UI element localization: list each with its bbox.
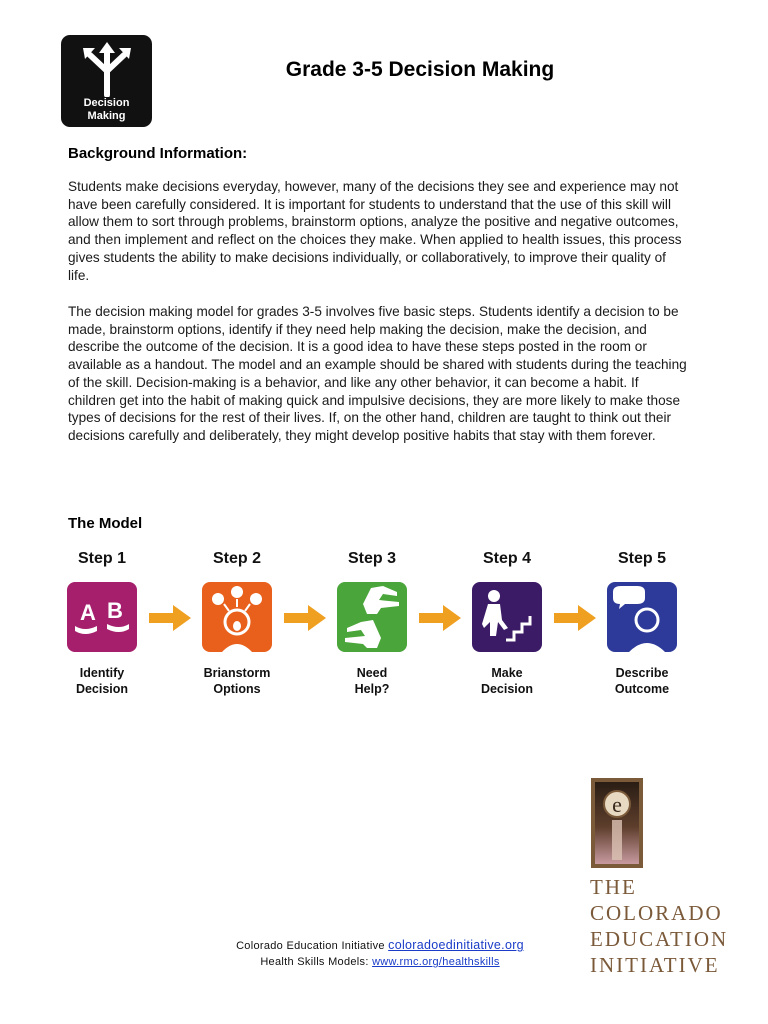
step-5-tile bbox=[607, 582, 677, 652]
footer-org-text: Colorado Education Initiative bbox=[236, 940, 389, 952]
step-3-caption-line2: Help? bbox=[354, 682, 390, 696]
logo-label bbox=[61, 97, 152, 123]
model-heading: The Model bbox=[68, 515, 143, 532]
step-4-label: Step 4 bbox=[482, 550, 531, 567]
step-3-caption-line1: Need bbox=[356, 666, 388, 680]
footer-cei-link[interactable]: coloradoedinitiative.org bbox=[388, 938, 524, 952]
split-arrows-icon bbox=[78, 41, 136, 97]
step-4-caption-line1: Make bbox=[491, 666, 523, 680]
svg-text:A: A bbox=[80, 600, 96, 625]
arrow-shape bbox=[149, 605, 191, 631]
footer-models-text: Health Skills Models: bbox=[260, 956, 373, 968]
ab-choice-icon bbox=[67, 582, 137, 652]
cei-logo-letter: e bbox=[612, 792, 622, 817]
footer-rmc-link[interactable]: www.rmc.org/healthskills bbox=[372, 956, 500, 968]
step-2-caption-line2: Options bbox=[213, 682, 261, 696]
step-5-caption-line1: Describe bbox=[615, 666, 669, 680]
helping-hands-icon bbox=[337, 582, 407, 652]
arrow-right-icon bbox=[149, 605, 191, 631]
footer-line-2 bbox=[140, 956, 620, 968]
step-4-caption bbox=[452, 665, 562, 697]
cei-logo-mark bbox=[591, 778, 643, 868]
page-title: Grade 3-5 Decision Making bbox=[285, 58, 555, 81]
step-1-caption bbox=[47, 665, 157, 697]
arrow-right-icon bbox=[284, 605, 326, 631]
step-5-caption-line2: Outcome bbox=[614, 682, 670, 696]
step-1-caption-line2: Decision bbox=[75, 682, 129, 696]
climbing-stairs-icon bbox=[472, 582, 542, 652]
step-3-tile bbox=[337, 582, 407, 652]
step-4-tile bbox=[472, 582, 542, 652]
cei-line3: EDUCATION bbox=[590, 927, 729, 951]
step-2-caption-line1: Brianstorm bbox=[203, 666, 271, 680]
step-3-caption bbox=[317, 665, 427, 697]
arrow-shape bbox=[554, 605, 596, 631]
step-1-caption-line1: Identify bbox=[79, 666, 125, 680]
arrow-right-icon bbox=[554, 605, 596, 631]
logo-line2: Making bbox=[87, 110, 126, 122]
decision-making-logo bbox=[61, 35, 152, 127]
step-2-caption bbox=[182, 665, 292, 697]
step-5-label: Step 5 bbox=[617, 550, 666, 567]
background-paragraph-2: The decision making model for grades 3-5 involves five basic steps. Students identify a decision to be made, brainstorm options, identify if they need help making the decision, make the decision, and describe the outcome of the decision. It is a good idea to have these steps posted in the room or available as a handout. The model and an example should be shared with students during the teaching of the skill. Decision-making is a behavior, and like any other behavior, it can become a habit. If children get into the habit of making quick and impulsive decisions, they are more likely to make those types of decisions for the rest of their lives. If, on the other hand, children are taught to think out their decisions carefully and deliberately, they might develop positive habits that stay with them forever. bbox=[68, 304, 687, 443]
background-paragraph-1: Students make decisions everyday, however, many of the decisions they see and experience may not have been carefully considered. It is important for students to understand that the use of this skill will allow them to sort through problems, brainstorm options, analyze the positive and negative outcomes, and then implement and reflect on the choices they make. When applied to health issues, this process gives students the ability to make decisions individually, or collaboratively, to improve their quality of life. bbox=[68, 179, 682, 283]
arrow-right-icon bbox=[419, 605, 461, 631]
speaking-person-icon bbox=[607, 582, 677, 652]
step-3-label: Step 3 bbox=[347, 550, 396, 567]
cei-line2: COLORADO bbox=[590, 901, 723, 925]
step-1-tile bbox=[67, 582, 137, 652]
step-5-caption bbox=[587, 665, 697, 697]
background-heading: Background Information: bbox=[68, 145, 248, 162]
step-1-label: Step 1 bbox=[77, 550, 126, 567]
step-2-label: Step 2 bbox=[212, 550, 261, 567]
cei-line4: INITIATIVE bbox=[590, 953, 720, 977]
step-4-caption-line2: Decision bbox=[480, 682, 534, 696]
logo-line1: Decision bbox=[83, 97, 130, 109]
footer-line-1 bbox=[140, 938, 620, 952]
brainstorm-icon bbox=[202, 582, 272, 652]
step-2-tile bbox=[202, 582, 272, 652]
arrow-shape bbox=[284, 605, 326, 631]
svg-text:B: B bbox=[107, 598, 123, 623]
arrow-shape bbox=[419, 605, 461, 631]
cei-line1: THE bbox=[590, 875, 637, 899]
